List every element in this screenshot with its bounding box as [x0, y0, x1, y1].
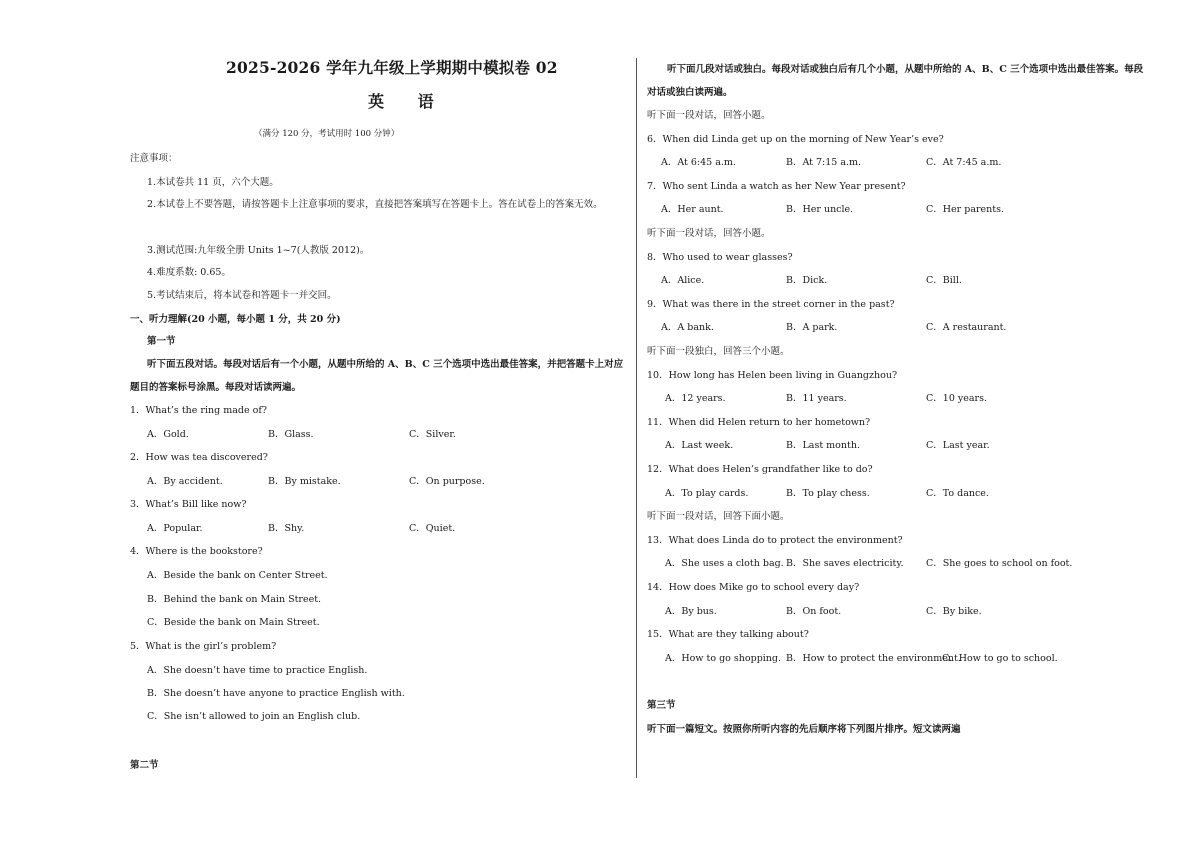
subject-title: 英 语 — [368, 92, 448, 111]
section2-label: 第二节 — [130, 760, 159, 771]
option: B．She saves electricity. — [786, 558, 904, 569]
option: A．Popular. — [147, 523, 203, 534]
exam-note: （满分 120 分，考试用时 100 分钟） — [254, 129, 400, 139]
question-text: 3．What’s Bill like now? — [130, 499, 247, 510]
option: C．A restaurant. — [926, 322, 1007, 333]
option: A．Last week. — [665, 440, 734, 451]
option: B．At 7:15 a.m. — [786, 157, 862, 168]
option: B．How to protect the environment. — [786, 653, 961, 664]
notice-item: 2.本试卷上不要答题，请按答题卡上注意事项的要求，直接把答案填写在答题卡上。答在试卷上的答案无效。 — [147, 199, 603, 210]
section-prompt: 听下面一段对话，回答小题。 — [647, 228, 771, 239]
exam-title: 2025-2026 学年九年级上学期期中模拟卷 02 — [226, 58, 558, 77]
section3-instruction: 听下面一篇短文。按照你所听内容的先后顺序将下列图片排序。短文读两遍 — [647, 724, 961, 735]
option: C．Bill. — [926, 275, 962, 286]
section3-label: 第三节 — [647, 700, 676, 711]
section1-instruction: 听下面五段对话。每段对话后有一个小题，从题中所给的 A、B、C 三个选项中选出最佳答案，并把答题卡上对应题目的答案标号涂黑。每段对话读两遍。 — [130, 359, 624, 393]
option: A．How to go shopping. — [665, 653, 782, 664]
question-text: 9．What was there in the street corner in the past? — [647, 299, 895, 310]
option: A．To play cards. — [665, 488, 749, 499]
notice-item: 1.本试卷共 11 页，六个大题。 — [147, 177, 279, 188]
option: B．11 years. — [786, 393, 847, 404]
option: A．Alice. — [661, 275, 705, 286]
section-prompt: 听下面一段对话，回答小题。 — [647, 110, 771, 121]
option: A．12 years. — [665, 393, 726, 404]
option: A．Her aunt. — [661, 204, 724, 215]
option: B．Dick. — [786, 275, 828, 286]
question-text: 10．How long has Helen been living in Guangzhou? — [647, 370, 898, 381]
option: A．A bank. — [661, 322, 714, 333]
question-text: 11．When did Helen return to her hometown? — [647, 417, 871, 428]
section1-label: 第一节 — [147, 336, 176, 347]
option: C．Quiet. — [409, 523, 456, 534]
question-text: 8．Who used to wear glasses? — [647, 252, 793, 263]
notice-item: 5.考试结束后，将本试卷和答题卡一并交回。 — [147, 290, 337, 301]
notice-heading: 注意事项： — [130, 153, 178, 164]
option: B．On foot. — [786, 606, 842, 617]
option: B．She doesn’t have anyone to practice English with. — [147, 688, 405, 699]
option: C．10 years. — [926, 393, 987, 404]
question-text: 13．What does Linda do to protect the environment? — [647, 535, 903, 546]
option: C．She goes to school on foot. — [926, 558, 1073, 569]
option: A．Gold. — [147, 429, 189, 440]
option: B．Glass. — [268, 429, 314, 440]
section-prompt: 听下面一段对话，回答下面小题。 — [647, 511, 790, 522]
option: C．She isn’t allowed to join an English club. — [147, 711, 361, 722]
section-prompt: 听下面一段独白，回答三个小题。 — [647, 346, 790, 357]
notice-item: 4.难度系数: 0.65。 — [147, 267, 231, 278]
option: B．To play chess. — [786, 488, 870, 499]
section2-instruction: 听下面几段对话或独白。每段对话或独白后有几个小题，从题中所给的 A、B、C 三个选项中选出最佳答案。每段对话或独白读两遍。 — [647, 64, 1144, 98]
question-text: 14．How does Mike go to school every day? — [647, 582, 860, 593]
option: C．By bike. — [926, 606, 982, 617]
part1-heading: 一、听力理解(20 小题，每小题 1 分，共 20 分) — [130, 314, 341, 325]
option: B．By mistake. — [268, 476, 341, 487]
option: C．Silver. — [409, 429, 456, 440]
question-text: 1．What’s the ring made of? — [130, 405, 267, 416]
question-text: 7．Who sent Linda a watch as her New Year present? — [647, 181, 906, 192]
option: C．Beside the bank on Main Street. — [147, 617, 320, 628]
question-text: 12．What does Helen’s grandfather like to do? — [647, 464, 873, 475]
option: C．Last year. — [926, 440, 990, 451]
option: B．Shy. — [268, 523, 305, 534]
option: C．How to go to school. — [942, 653, 1058, 664]
option: A．By accident. — [147, 476, 223, 487]
question-text: 5．What is the girl’s problem? — [130, 641, 277, 652]
question-text: 6．When did Linda get up on the morning of New Year’s eve? — [647, 134, 944, 145]
question-text: 2．How was tea discovered? — [130, 452, 268, 463]
option: A．At 6:45 a.m. — [661, 157, 736, 168]
option: C．At 7:45 a.m. — [926, 157, 1002, 168]
question-text: 15．What are they talking about? — [647, 629, 809, 640]
option: C．To dance. — [926, 488, 989, 499]
option: A．She uses a cloth bag. — [665, 558, 784, 569]
option: B．Last month. — [786, 440, 860, 451]
column-divider — [636, 58, 637, 778]
option: C．Her parents. — [926, 204, 1004, 215]
option: B．A park. — [786, 322, 838, 333]
option: B．Her uncle. — [786, 204, 854, 215]
option: A．Beside the bank on Center Street. — [147, 570, 328, 581]
option: A．By bus. — [665, 606, 717, 617]
question-text: 4．Where is the bookstore? — [130, 546, 263, 557]
option: A．She doesn’t have time to practice English. — [147, 665, 368, 676]
option: B．Behind the bank on Main Street. — [147, 594, 322, 605]
notice-item: 3.测试范围:九年级全册 Units 1~7(人教版 2012)。 — [147, 245, 370, 256]
option: C．On purpose. — [409, 476, 485, 487]
